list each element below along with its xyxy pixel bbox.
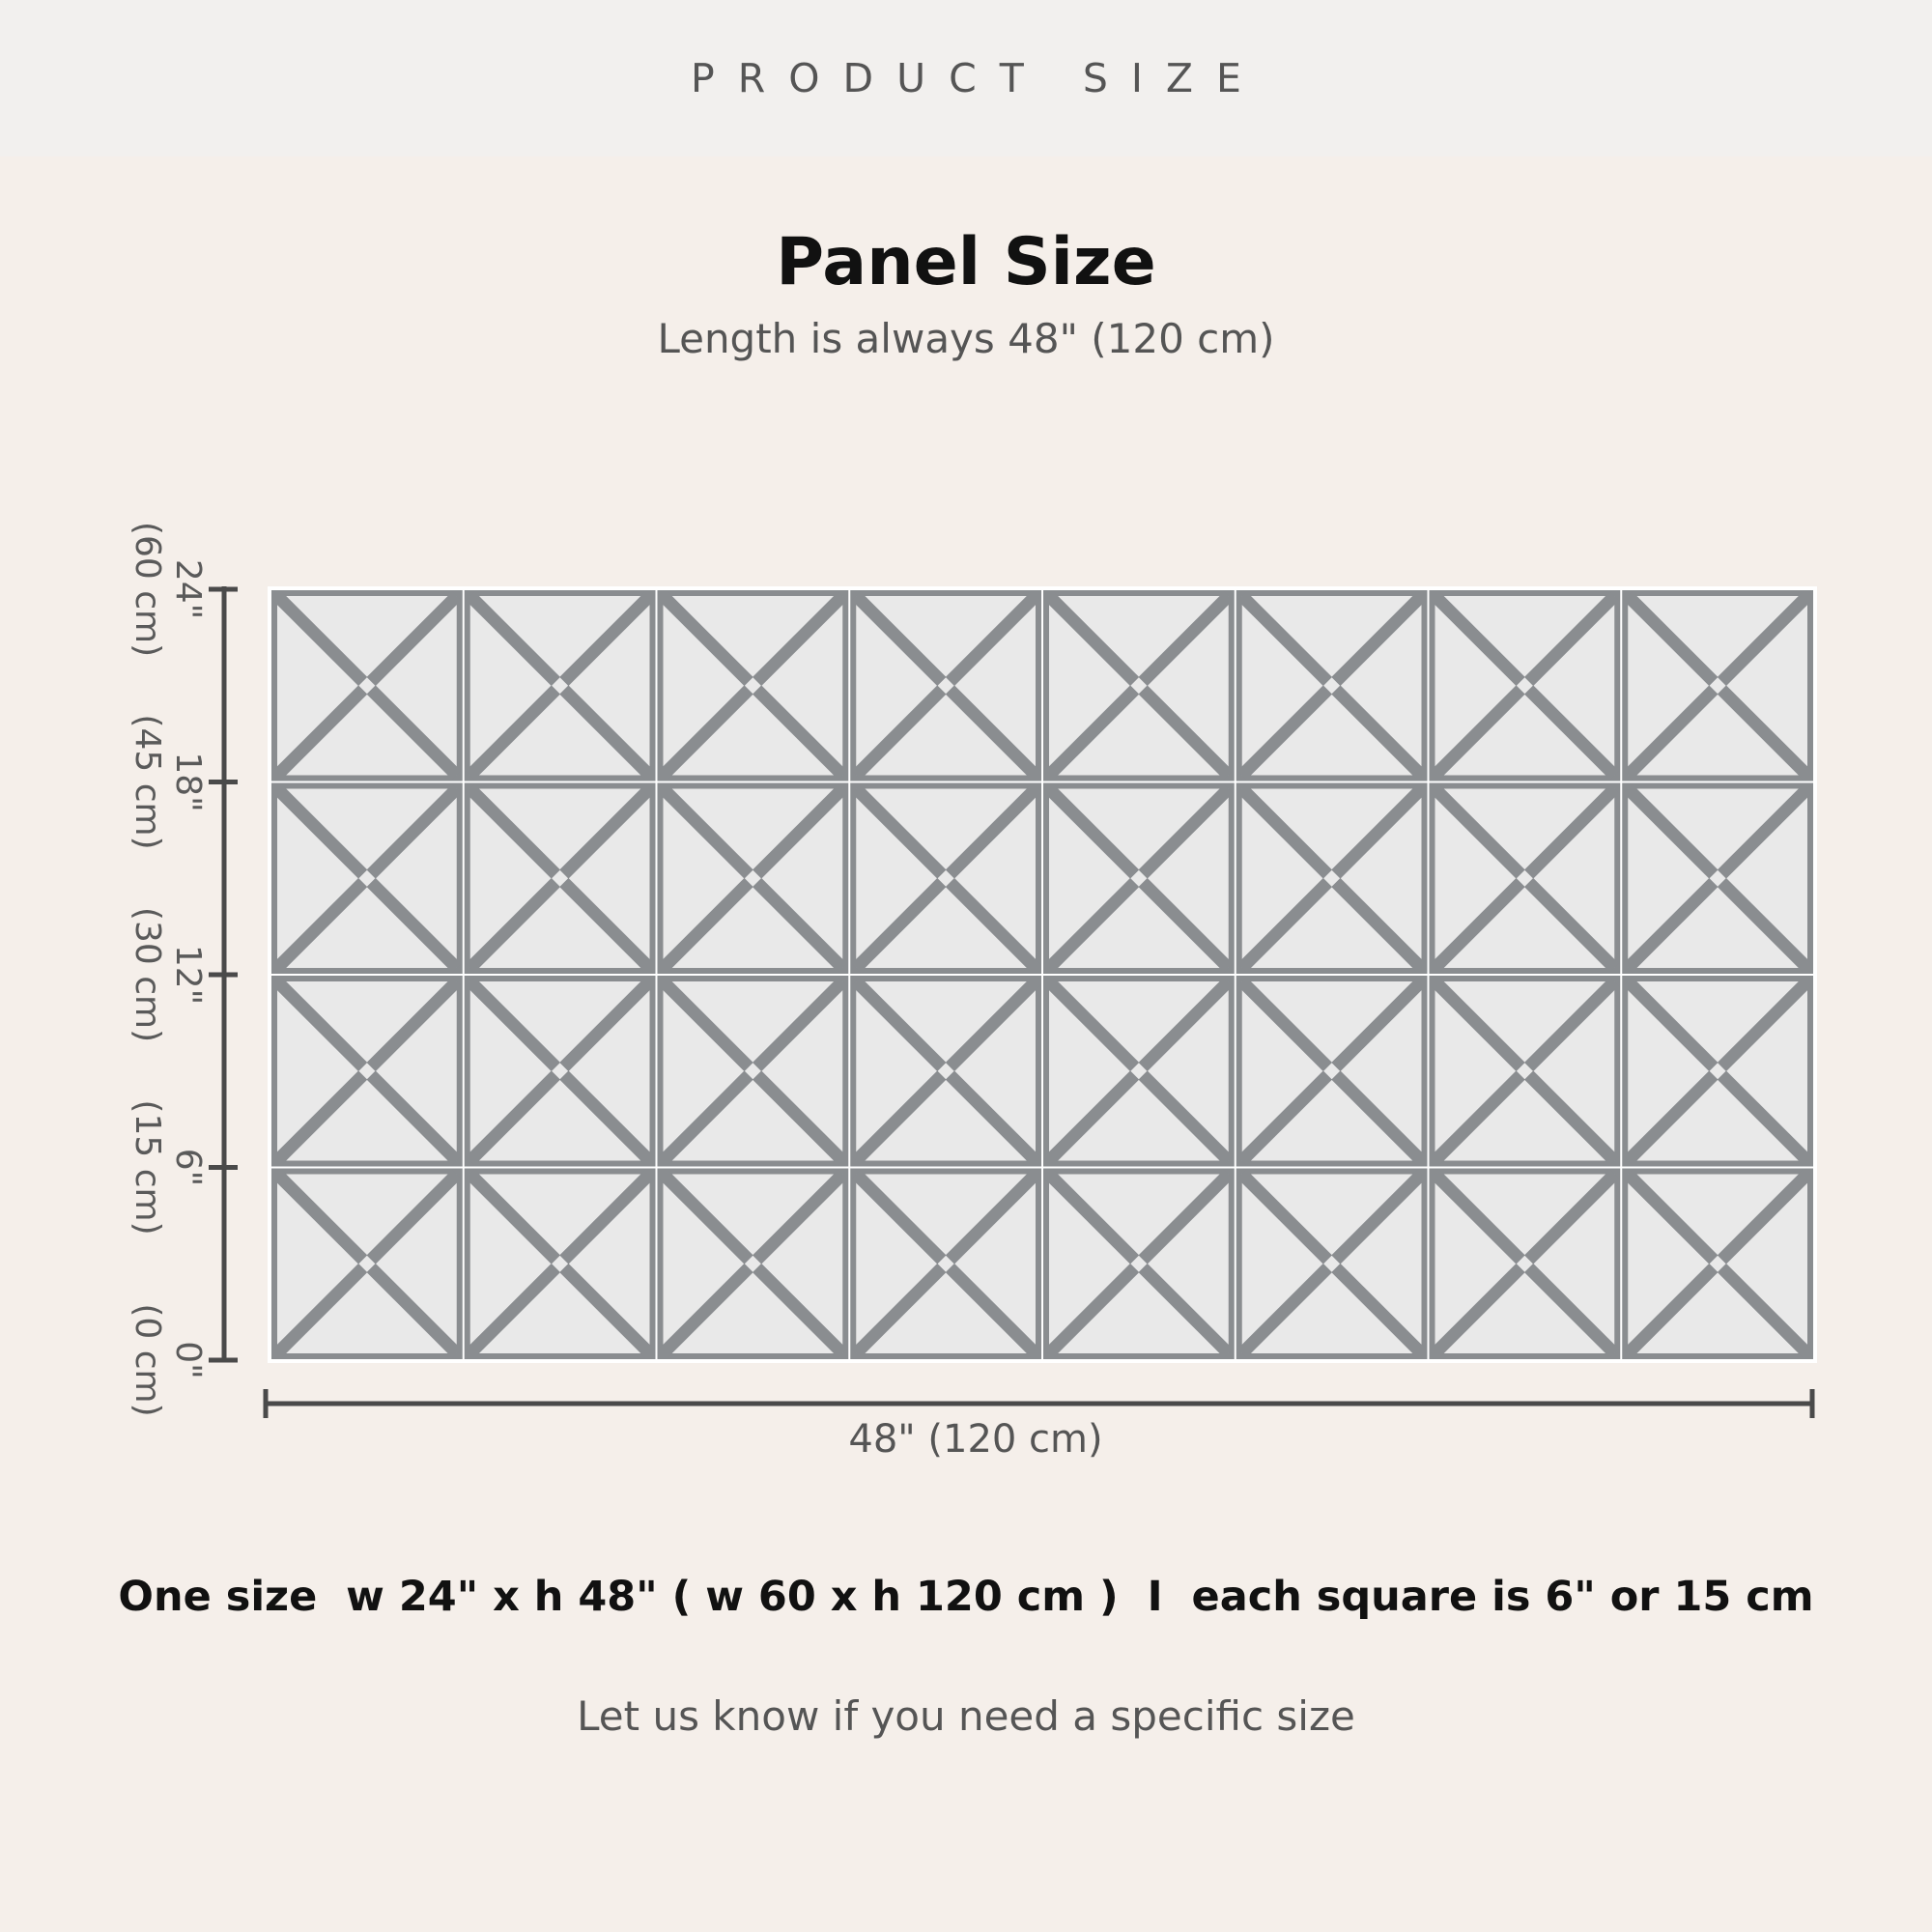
size-info: One size w 24" x h 48" ( w 60 x h 120 cm ) I each square is 6" or 15 cm (118, 1573, 1814, 1621)
panel-tile (274, 593, 460, 779)
height-tick-inches: 18" (168, 752, 208, 812)
panel-tile (1433, 593, 1618, 779)
header-title: PRODUCT SIZE (691, 55, 1264, 101)
panel-tile (853, 786, 1038, 972)
panel-tile (661, 979, 846, 1164)
panel-tile (1239, 1172, 1425, 1357)
panel-tile (468, 979, 653, 1164)
panel-tile (1046, 979, 1232, 1164)
panel-tile (1625, 593, 1810, 779)
height-tick-inches: 24" (168, 558, 208, 620)
panel-tile (468, 1172, 653, 1357)
panel-tile (468, 786, 653, 972)
height-tick-label (128, 1303, 208, 1416)
height-tick-label (128, 907, 208, 1042)
height-tick-inches: 12" (168, 944, 208, 1006)
height-tick-label (128, 522, 208, 657)
panel-tile (274, 1172, 460, 1357)
panel-tile (1433, 786, 1618, 972)
page-title: Panel Size (776, 224, 1156, 300)
height-tick-inches: 6" (168, 1148, 208, 1187)
panel-tile (1433, 979, 1618, 1164)
panel-tile (853, 593, 1038, 779)
panel-tile (274, 979, 460, 1164)
panel-tile-grid (268, 586, 1817, 1363)
panel-tile (1625, 1172, 1810, 1357)
panel-tile (853, 1172, 1038, 1357)
panel-tile (661, 786, 846, 972)
height-tick-cm: (45 cm) (128, 714, 167, 850)
panel-tile (274, 786, 460, 972)
panel-tile (1239, 593, 1425, 779)
panel-tile (1046, 593, 1232, 779)
panel-tile (853, 979, 1038, 1164)
panel-tile (1239, 979, 1425, 1164)
width-scale (266, 1389, 1812, 1462)
height-tick-cm: (30 cm) (128, 906, 167, 1043)
panel-tile (1625, 786, 1810, 972)
panel-tile (1625, 979, 1810, 1164)
page-subtitle: Length is always 48" (120 cm) (657, 315, 1275, 362)
height-tick-cm: (15 cm) (128, 1099, 167, 1236)
panel-tile (468, 593, 653, 779)
panel-tile (1046, 786, 1232, 972)
custom-size-note: Let us know if you need a specific size (577, 1692, 1355, 1740)
height-tick-inches: 0" (168, 1341, 208, 1379)
panel-tile (1239, 786, 1425, 972)
panel-tile (661, 1172, 846, 1357)
height-tick-label (128, 1099, 208, 1235)
panel-tile (661, 593, 846, 779)
height-tick-label (128, 714, 208, 849)
height-tick-cm: (0 cm) (128, 1303, 167, 1417)
panel-tile (1433, 1172, 1618, 1357)
height-scale (128, 522, 238, 1417)
panel-tile (1046, 1172, 1232, 1357)
width-label: 48" (120 cm) (848, 1417, 1103, 1462)
height-tick-cm: (60 cm) (128, 521, 167, 658)
